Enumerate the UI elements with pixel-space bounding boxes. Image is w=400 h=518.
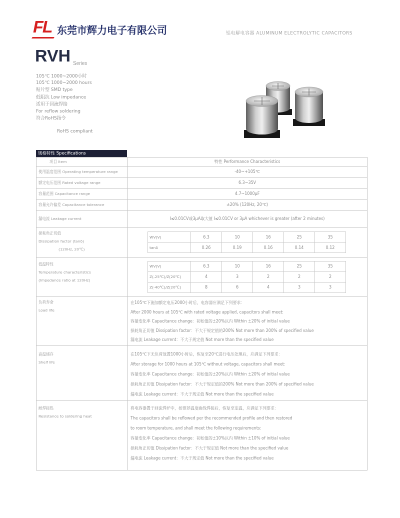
capacitor-front — [244, 96, 280, 139]
capacitance-range-label: 容量范围 Capacitance range — [36, 188, 127, 199]
dissipation-voltage: 6.3 — [191, 232, 222, 243]
impedance-voltage: 6.3 — [191, 261, 222, 272]
dissipation-voltage: 25 — [284, 232, 315, 243]
low-temperature-label-cn: 低温特性 — [38, 262, 54, 267]
dissipation-factor-label-cn: 损耗角正切值 — [38, 231, 61, 236]
impedance-value: 2 — [315, 272, 346, 283]
load-life-line: 损耗角正切值 Dissipation factor：不大于规定值的200% Not more than 200% of specified value — [130, 328, 314, 333]
feature-line: 贴片型 SMD type — [36, 87, 73, 93]
series-name: RVH — [35, 46, 71, 66]
impedance-row-key: Z(-40℃)/Z(20℃) — [148, 282, 191, 293]
dissipation-factor-cell — [127, 227, 367, 257]
dissipation-factor-label-en: Dissipation factor (tanδ) — [38, 239, 84, 244]
shelf-life-line: After storage for 1000 hours at 105℃ without voltage, capacitors shall meet: — [130, 362, 286, 367]
dissipation-value: 0.16 — [253, 242, 284, 253]
shelf-life-label-cn: 高温储存 — [38, 352, 54, 357]
impedance-row-key: Z(-25℃)/Z(20℃) — [148, 272, 191, 283]
leakage-current-value: I≤0.01CV或3μA取大值 I≤0.01CV or 3μA whichever is greater (after 2 minutes) — [127, 210, 367, 227]
soldering-heat-line: The capacitors shall be reflowed per the recommended profile and then restored — [130, 416, 293, 421]
capacitance-tolerance-label: 容量允许偏差 Capacitance tolerance — [36, 199, 127, 210]
low-temperature-label-en: Temperature characteristics — [38, 270, 91, 275]
impedance-value: 3 — [315, 282, 346, 293]
soldering-heat-line: to room temperature, and shall meet the following requirements: — [130, 426, 262, 431]
header-tagline: 铝电解电容器 ALUMINUM ELECTROLYTIC CAPACITORS — [226, 31, 353, 36]
soldering-heat-label-cn: 耐焊接热 — [38, 406, 54, 411]
shelf-life-label-cell — [36, 345, 127, 400]
impedance-value: 3 — [284, 282, 315, 293]
dissipation-factor-table — [148, 232, 347, 254]
impedance-value: 8 — [191, 282, 222, 293]
load-life-line: 在105℃下施加额定电压2000小时后，电容器应满足下列要求： — [130, 300, 245, 305]
shelf-life-line: 损耗角正切值 Dissipation factor：不大于规定值的200% Not more than 200% of specified value — [130, 382, 314, 387]
specifications-title: 规格特性 Specifications — [36, 150, 127, 157]
feature-line: 105℃ 1000~2000小时 — [36, 74, 87, 79]
product-photo — [242, 77, 328, 144]
series-suffix: Series — [73, 61, 88, 67]
company-logo: FL — [33, 17, 52, 37]
load-life-label-cell — [36, 296, 127, 345]
impedance-value: 2 — [284, 272, 315, 283]
load-life-text — [127, 296, 367, 345]
dissipation-factor-row — [36, 227, 367, 257]
load-life-line: 容量变化率 Capacitance change：初始值的±20%以内 Within ±20% of initial value — [130, 319, 290, 324]
impedance-voltage: 10 — [222, 261, 253, 272]
impedance-ratio-table — [148, 261, 347, 293]
spec-header-row — [36, 157, 367, 166]
rated-voltage-label: 额定电压范围 Rated voltage range — [36, 177, 127, 188]
feature-line: For reflow soldering — [36, 109, 81, 114]
impedance-value: 4 — [253, 282, 284, 293]
performance-header: 特性 Performance Characteristics — [127, 157, 367, 166]
rated-voltage-value: 6.3~35V — [127, 177, 367, 188]
impedance-header-key: WV(V) — [148, 261, 191, 272]
dissipation-header-key: WV(V) — [148, 232, 191, 243]
feature-line: 符合RoHS指令 — [36, 116, 66, 121]
dissipation-value-row — [148, 242, 346, 253]
impedance-value: 3 — [222, 272, 253, 283]
low-temperature-label-cell — [36, 257, 127, 296]
operating-temperature-row — [36, 166, 367, 177]
specifications-table — [36, 157, 368, 471]
dissipation-factor-label-cell — [36, 227, 127, 257]
soldering-heat-label-cell — [36, 400, 127, 470]
impedance-value: 2 — [253, 272, 284, 283]
shelf-life-text — [127, 345, 367, 400]
low-temperature-row — [36, 257, 367, 296]
load-life-label-cn: 负荷寿命 — [38, 300, 54, 305]
operating-temperature-value: -40~+105℃ — [127, 166, 367, 177]
impedance-voltage: 35 — [315, 261, 346, 272]
leakage-current-row — [36, 210, 367, 227]
impedance-header-row — [148, 261, 346, 272]
item-header: 项目 Item — [36, 157, 127, 166]
dissipation-header-row — [148, 232, 346, 243]
dissipation-value: 0.19 — [222, 242, 253, 253]
feature-line: 低阻抗 Low impedance — [36, 95, 87, 100]
capacitance-tolerance-value: ±20% (120Hz, 20℃) — [127, 199, 367, 210]
dissipation-voltage: 35 — [315, 232, 346, 243]
load-life-line: 漏电流 Leakage current：不大于规定值 Not more than the specified value — [130, 337, 274, 342]
impedance-value: 6 — [222, 282, 253, 293]
soldering-heat-line: 漏电流 Leakage current：不大于规定值 Not more than the specified value — [130, 456, 274, 461]
shelf-life-label-en: Shelf life — [38, 360, 55, 365]
capacitance-range-row — [36, 188, 367, 199]
feature-line: 105℃ 1000~2000 hours — [36, 80, 92, 86]
logo-swoosh — [32, 37, 55, 39]
shelf-life-line: 容量变化率 Capacitance change：初始值的±20%以内 Within ±20% of initial value — [130, 372, 290, 377]
impedance-value: 4 — [191, 272, 222, 283]
dissipation-voltage: 10 — [222, 232, 253, 243]
load-life-label-en: Load life — [38, 308, 55, 313]
capacitance-range-value: 4.7~1000μF — [127, 188, 367, 199]
soldering-heat-text — [127, 400, 367, 470]
operating-temperature-label: 使用温度范围 Operating temperature range — [36, 166, 127, 177]
feature-line: 适用于回流焊接 — [36, 102, 68, 107]
soldering-heat-line: 容量变化率 Capacitance change：初始值的±10%以内 Within ±10% of initial value — [130, 436, 290, 441]
dissipation-value-key: tanδ — [148, 242, 191, 253]
dissipation-voltage: 16 — [253, 232, 284, 243]
dissipation-value: 0.12 — [315, 242, 346, 253]
company-name: 东莞市辉力电子有限公司 — [57, 24, 167, 37]
load-life-row — [36, 296, 367, 345]
feature-line: RoHS compliant — [57, 129, 93, 134]
load-life-line: After 2000 hours at 105℃ with rated voltage applied, capacitors shall meet: — [130, 309, 284, 315]
soldering-heat-label-en: Resistance to soldering heat — [38, 414, 92, 419]
impedance-row-minus40 — [148, 282, 346, 293]
impedance-voltage: 16 — [253, 261, 284, 272]
soldering-heat-row — [36, 400, 367, 470]
rated-voltage-row — [36, 177, 367, 188]
impedance-voltage: 25 — [284, 261, 315, 272]
leakage-current-label: 漏电流 Leakage current — [36, 210, 127, 227]
soldering-heat-line: 损耗角正切值 Dissipation factor：不大于规定值 Not more than the specified value — [130, 446, 289, 451]
dissipation-value: 0.26 — [191, 242, 222, 253]
soldering-heat-line: 将电容器置于回流焊炉中，按推荐温度曲线焊接后，恢复至室温，应满足下列要求： — [130, 406, 279, 411]
shelf-life-row — [36, 345, 367, 400]
dissipation-value: 0.14 — [284, 242, 315, 253]
shelf-life-line: 漏电流 Leakage current：不大于规定值 Not more than the specified value — [130, 392, 274, 397]
capacitance-tolerance-row — [36, 199, 367, 210]
impedance-row-minus25 — [148, 272, 346, 283]
shelf-life-line: 在105℃下无负荷放置1000小时后，恢复至20℃进行电压处理后，应满足下列要求： — [130, 352, 283, 357]
capacitor-right — [293, 87, 325, 126]
low-temperature-condition: (Impedance ratio at 120Hz) — [38, 278, 91, 283]
low-temperature-cell — [127, 257, 367, 296]
dissipation-factor-condition: (120Hz, 20℃) — [58, 247, 85, 252]
